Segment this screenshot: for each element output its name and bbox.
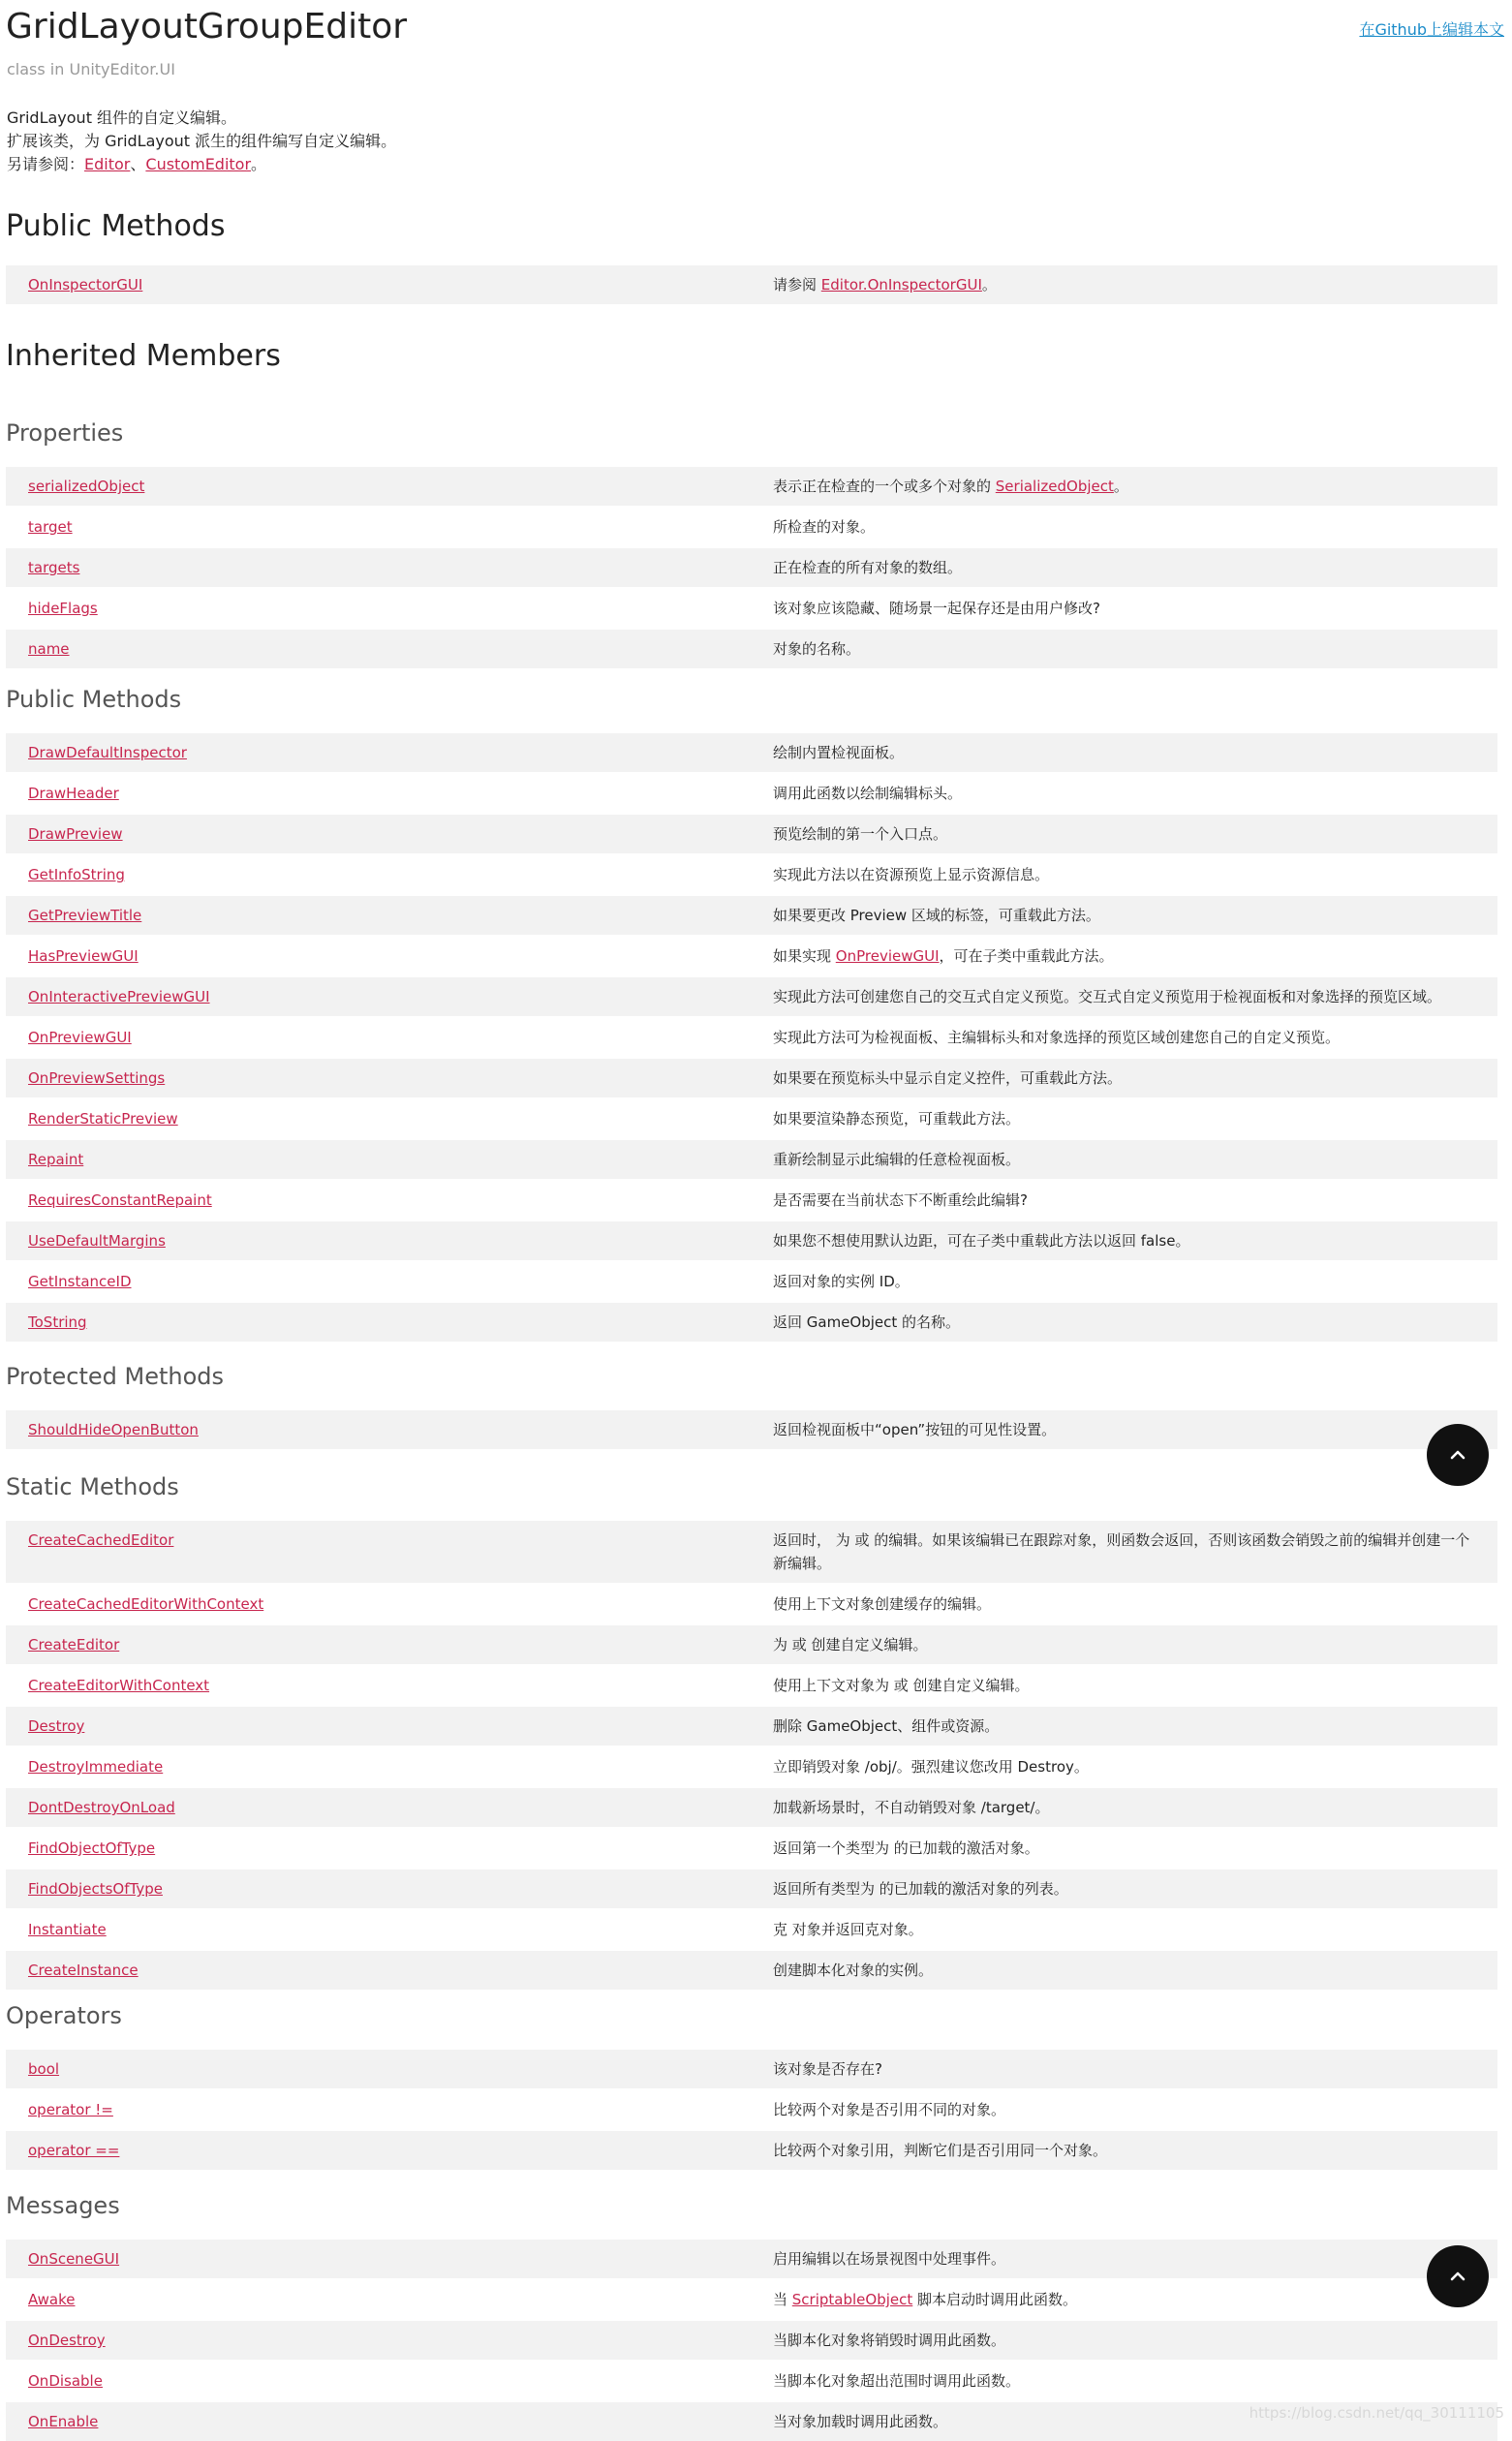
see-also-editor-link[interactable]: Editor <box>84 155 131 173</box>
member-row <box>6 1869 1497 1909</box>
see-also-customeditor-link[interactable]: CustomEditor <box>145 155 252 173</box>
member-description-cell <box>773 1139 1497 1180</box>
member-link[interactable]: OnDisable <box>28 2372 103 2390</box>
operators-table <box>6 2048 1497 2170</box>
member-description-cell <box>773 2320 1497 2361</box>
member-row <box>6 1584 1497 1624</box>
member-row <box>6 1261 1497 1302</box>
watermark: https://blog.csdn.net/qq_30111105 <box>1249 2404 1504 2422</box>
member-link[interactable]: GetInfoString <box>28 866 125 883</box>
member-row <box>6 264 1497 304</box>
member-name-cell <box>6 1017 773 1058</box>
back-to-top-button-bottom[interactable] <box>1427 2245 1489 2307</box>
description-link[interactable]: ScriptableObject <box>791 2291 913 2308</box>
page-title: GridLayoutGroupEditor <box>6 7 408 46</box>
member-name-cell <box>6 1409 773 1449</box>
member-name-cell <box>6 1787 773 1828</box>
description-line-1: GridLayout 组件的自定义编辑。 <box>7 108 237 127</box>
member-description: 调用此函数以绘制编辑标头。 <box>773 785 963 802</box>
member-row <box>6 547 1497 588</box>
member-name-cell <box>6 1950 773 1990</box>
member-link[interactable]: OnPreviewGUI <box>28 1029 132 1046</box>
member-row <box>6 2089 1497 2130</box>
member-description: 删除 GameObject、组件或资源。 <box>773 1717 1000 1735</box>
member-row <box>6 588 1497 629</box>
member-row <box>6 2320 1497 2361</box>
member-description-cell <box>773 2089 1497 2130</box>
member-name-cell <box>6 936 773 976</box>
member-description-cell <box>773 814 1497 854</box>
member-name-cell <box>6 1909 773 1950</box>
member-row <box>6 1746 1497 1787</box>
member-description: 返回第一个类型为 的已加载的激活对象。 <box>773 1839 1039 1857</box>
member-description: 预览绘制的第一个入口点。 <box>773 825 948 843</box>
member-name-cell <box>6 1746 773 1787</box>
member-link[interactable]: Repaint <box>28 1151 84 1168</box>
member-row <box>6 814 1497 854</box>
public-methods-table <box>6 263 1497 304</box>
member-link[interactable]: name <box>28 640 70 658</box>
member-row <box>6 1302 1497 1342</box>
member-link[interactable]: operator == <box>28 2142 120 2159</box>
member-row <box>6 2130 1497 2170</box>
protected-methods-heading: Protected Methods <box>6 1363 224 1390</box>
member-description: 立即销毁对象 /obj/。强烈建议您改用 Destroy。 <box>773 1758 1089 1776</box>
member-name-cell <box>6 854 773 895</box>
member-link[interactable]: CreateInstance <box>28 1962 139 1979</box>
properties-table <box>6 465 1497 668</box>
member-name-cell <box>6 1706 773 1746</box>
member-name-cell <box>6 588 773 629</box>
member-description-suffix: ，可在子类中重载此方法。 <box>939 947 1114 965</box>
member-description-cell <box>773 1624 1497 1665</box>
inherited-public-methods-table <box>6 731 1497 1342</box>
member-link[interactable]: DestroyImmediate <box>28 1758 164 1776</box>
member-link[interactable]: FindObjectOfType <box>28 1839 156 1857</box>
member-row <box>6 732 1497 773</box>
member-description-cell <box>773 854 1497 895</box>
see-also-end: 。 <box>251 155 267 173</box>
member-description-cell <box>773 1909 1497 1950</box>
member-name-cell <box>6 2089 773 2130</box>
member-row <box>6 507 1497 547</box>
member-link[interactable]: CreateCachedEditorWithContext <box>28 1595 264 1613</box>
member-link[interactable]: UseDefaultMargins <box>28 1232 166 1250</box>
member-name-cell <box>6 2401 773 2441</box>
member-name-cell <box>6 547 773 588</box>
member-description-cell <box>773 1520 1497 1584</box>
member-description: 表示正在检查的一个或多个对象的 <box>773 478 996 495</box>
member-name-cell <box>6 1058 773 1098</box>
member-description: 克 对象并返回克对象。 <box>773 1921 923 1938</box>
member-row <box>6 2239 1497 2279</box>
member-link[interactable]: operator != <box>28 2101 113 2118</box>
member-description: 当 <box>773 2291 792 2308</box>
properties-heading: Properties <box>6 419 124 447</box>
member-link[interactable]: targets <box>28 559 80 576</box>
member-link[interactable]: GetPreviewTitle <box>28 907 142 924</box>
member-link[interactable]: CreateEditor <box>28 1636 120 1653</box>
member-description: 请参阅 <box>773 276 821 294</box>
member-name-cell <box>6 2130 773 2170</box>
member-link[interactable]: OnPreviewSettings <box>28 1069 166 1087</box>
member-description: 创建脚本化对象的实例。 <box>773 1962 934 1979</box>
member-description: 实现此方法以在资源预览上显示资源信息。 <box>773 866 1050 883</box>
member-row <box>6 2279 1497 2320</box>
member-link[interactable]: HasPreviewGUI <box>28 947 139 965</box>
member-name-cell <box>6 895 773 936</box>
protected-methods-table <box>6 1408 1497 1449</box>
member-description-cell <box>773 1098 1497 1139</box>
member-link[interactable]: DrawHeader <box>28 785 119 802</box>
member-description: 绘制内置检视面板。 <box>773 744 905 761</box>
member-name-cell <box>6 1302 773 1342</box>
member-description-cell <box>773 588 1497 629</box>
member-row <box>6 1139 1497 1180</box>
member-description-cell <box>773 1220 1497 1261</box>
member-link[interactable]: DrawPreview <box>28 825 123 843</box>
member-description: 是否需要在当前状态下不断重绘此编辑? <box>773 1191 1028 1209</box>
member-name-cell <box>6 2361 773 2401</box>
member-name-cell <box>6 2049 773 2089</box>
page-subtitle: class in UnityEditor.UI <box>7 60 175 78</box>
member-description: 返回 GameObject 的名称。 <box>773 1313 961 1331</box>
member-row <box>6 1520 1497 1584</box>
member-row <box>6 895 1497 936</box>
member-description-cell <box>773 547 1497 588</box>
messages-heading: Messages <box>6 2192 120 2219</box>
public-methods-heading: Public Methods <box>6 209 226 243</box>
member-name-cell <box>6 732 773 773</box>
member-description: 使用上下文对象创建缓存的编辑。 <box>773 1595 992 1613</box>
member-description-cell <box>773 895 1497 936</box>
member-description: 如果要在预览标头中显示自定义控件，可重载此方法。 <box>773 1069 1123 1087</box>
member-row <box>6 936 1497 976</box>
member-link[interactable]: DrawDefaultInspector <box>28 744 187 761</box>
member-row <box>6 629 1497 668</box>
member-name-cell <box>6 2320 773 2361</box>
member-link[interactable]: Destroy <box>28 1717 85 1735</box>
member-description-cell <box>773 2361 1497 2401</box>
member-description-cell <box>773 264 1497 304</box>
see-also-separator: 、 <box>130 155 146 173</box>
member-description-cell <box>773 1869 1497 1909</box>
member-description: 该对象是否存在? <box>773 2060 882 2078</box>
member-name-cell <box>6 1828 773 1869</box>
member-name-cell <box>6 1520 773 1584</box>
member-row <box>6 1058 1497 1098</box>
member-row <box>6 2049 1497 2089</box>
member-description: 如果您不想使用默认边距，可在子类中重载此方法以返回 false。 <box>773 1232 1190 1250</box>
member-name-cell <box>6 629 773 668</box>
inherited-public-methods-heading: Public Methods <box>6 686 182 713</box>
member-description: 为 或 创建自定义编辑。 <box>773 1636 928 1653</box>
member-name-cell <box>6 1261 773 1302</box>
member-description: 启用编辑以在场景视图中处理事件。 <box>773 2250 1006 2268</box>
see-also-prefix: 另请参阅： <box>7 155 85 173</box>
member-name-cell <box>6 2239 773 2279</box>
member-description: 实现此方法可为检视面板、主编辑标头和对象选择的预览区域创建您自己的自定义预览。 <box>773 1029 1341 1046</box>
member-description: 返回所有类型为 的已加载的激活对象的列表。 <box>773 1880 1068 1898</box>
member-description-cell <box>773 1409 1497 1449</box>
member-row <box>6 854 1497 895</box>
member-link[interactable]: OnEnable <box>28 2413 99 2430</box>
back-to-top-button[interactable] <box>1427 1424 1489 1486</box>
class-description <box>7 107 396 176</box>
member-description: 加载新场景时，不自动销毁对象 /target/。 <box>773 1799 1050 1816</box>
member-description-cell <box>773 1058 1497 1098</box>
member-row <box>6 1098 1497 1139</box>
member-description-cell <box>773 1584 1497 1624</box>
member-name-cell <box>6 466 773 507</box>
member-description: 比较两个对象引用，判断它们是否引用同一个对象。 <box>773 2142 1108 2159</box>
static-methods-heading: Static Methods <box>6 1473 179 1500</box>
member-description-cell <box>773 1828 1497 1869</box>
member-row <box>6 976 1497 1017</box>
member-row <box>6 1624 1497 1665</box>
member-row <box>6 1787 1497 1828</box>
member-description-cell <box>773 1665 1497 1706</box>
member-description-cell <box>773 466 1497 507</box>
member-name-cell <box>6 507 773 547</box>
member-row <box>6 1909 1497 1950</box>
member-row <box>6 1706 1497 1746</box>
member-description-suffix: 。 <box>1113 478 1128 495</box>
member-description-cell <box>773 1302 1497 1342</box>
member-name-cell <box>6 1869 773 1909</box>
edit-on-github-link[interactable]: 在Github上编辑本文 <box>1359 20 1504 39</box>
member-row <box>6 1665 1497 1706</box>
member-link[interactable]: OnSceneGUI <box>28 2250 120 2268</box>
member-link[interactable]: FindObjectsOfType <box>28 1880 163 1898</box>
member-description-cell <box>773 2130 1497 2170</box>
description-line-2: 扩展该类，为 GridLayout 派生的组件编写自定义编辑。 <box>7 132 397 150</box>
member-name-cell <box>6 1220 773 1261</box>
member-description: 当对象加载时调用此函数。 <box>773 2413 948 2430</box>
member-description-cell <box>773 936 1497 976</box>
member-description: 返回检视面板中“open”按钮的可见性设置。 <box>773 1421 1057 1438</box>
inherited-members-heading: Inherited Members <box>6 339 281 373</box>
description-link[interactable]: OnPreviewGUI <box>835 947 940 965</box>
description-link[interactable]: SerializedObject <box>995 478 1114 495</box>
member-name-cell <box>6 1180 773 1220</box>
member-row <box>6 1220 1497 1261</box>
member-link[interactable]: RequiresConstantRepaint <box>28 1191 212 1209</box>
member-name-cell <box>6 1624 773 1665</box>
member-description: 当脚本化对象将销毁时调用此函数。 <box>773 2332 1006 2349</box>
member-link[interactable]: ShouldHideOpenButton <box>28 1421 199 1438</box>
member-description: 当脚本化对象超出范围时调用此函数。 <box>773 2372 1021 2390</box>
member-description: 使用上下文对象为 或 创建自定义编辑。 <box>773 1677 1030 1694</box>
member-description-cell <box>773 1180 1497 1220</box>
member-name-cell <box>6 814 773 854</box>
member-description-cell <box>773 1706 1497 1746</box>
member-link[interactable]: DontDestroyOnLoad <box>28 1799 175 1816</box>
member-description: 所检查的对象。 <box>773 518 876 536</box>
member-link[interactable]: serializedObject <box>28 478 145 495</box>
member-row <box>6 1828 1497 1869</box>
member-description: 该对象应该隐藏、随场景一起保存还是由用户修改? <box>773 600 1100 617</box>
member-description-suffix: 脚本启动时调用此函数。 <box>912 2291 1078 2308</box>
member-link[interactable]: Instantiate <box>28 1921 107 1938</box>
member-name-cell <box>6 1584 773 1624</box>
member-description: 返回对象的实例 ID。 <box>773 1273 910 1290</box>
member-description: 如果实现 <box>773 947 836 965</box>
member-description-cell <box>773 1017 1497 1058</box>
static-methods-table <box>6 1519 1497 1990</box>
member-row <box>6 466 1497 507</box>
member-link[interactable]: CreateEditorWithContext <box>28 1677 210 1694</box>
member-description-cell <box>773 1787 1497 1828</box>
member-description: 对象的名称。 <box>773 640 861 658</box>
member-link[interactable]: bool <box>28 2060 60 2078</box>
operators-heading: Operators <box>6 2002 122 2029</box>
member-name-cell <box>6 773 773 814</box>
member-row <box>6 1950 1497 1990</box>
member-link[interactable]: CreateCachedEditor <box>28 1531 174 1549</box>
member-description-cell <box>773 773 1497 814</box>
member-description: 正在检查的所有对象的数组。 <box>773 559 963 576</box>
member-link[interactable]: GetInstanceID <box>28 1273 132 1290</box>
member-name-cell <box>6 1665 773 1706</box>
member-description-cell <box>773 507 1497 547</box>
member-link[interactable]: Awake <box>28 2291 76 2308</box>
member-description: 如果要更改 Preview 区域的标签，可重载此方法。 <box>773 907 1100 924</box>
chevron-up-icon <box>1446 1443 1469 1467</box>
member-link[interactable]: OnInspectorGUI <box>28 276 143 294</box>
member-description: 比较两个对象是否引用不同的对象。 <box>773 2101 1006 2118</box>
member-row <box>6 2361 1497 2401</box>
member-description-cell <box>773 1746 1497 1787</box>
description-link[interactable]: Editor.OnInspectorGUI <box>820 276 982 294</box>
member-description-suffix: 。 <box>981 276 997 294</box>
member-description-cell <box>773 976 1497 1017</box>
chevron-up-icon <box>1446 2265 1469 2288</box>
member-row <box>6 1409 1497 1449</box>
description-line-3 <box>7 153 396 176</box>
member-description: 返回时， 为 或 的编辑。如果该编辑已在跟踪对象，则函数会返回，否则该函数会销毁之前的编辑并创建一个新编辑。 <box>773 1531 1470 1572</box>
member-link[interactable]: ToString <box>28 1313 87 1331</box>
member-name-cell <box>6 976 773 1017</box>
member-link[interactable]: target <box>28 518 73 536</box>
member-description: 重新绘制显示此编辑的任意检视面板。 <box>773 1151 1021 1168</box>
member-row <box>6 1180 1497 1220</box>
member-link[interactable]: OnInteractivePreviewGUI <box>28 988 210 1005</box>
member-row <box>6 1017 1497 1058</box>
member-name-cell <box>6 1139 773 1180</box>
member-name-cell <box>6 264 773 304</box>
member-name-cell <box>6 2279 773 2320</box>
member-name-cell <box>6 1098 773 1139</box>
member-description-cell <box>773 629 1497 668</box>
member-description: 如果要渲染静态预览，可重载此方法。 <box>773 1110 1021 1128</box>
member-description-cell <box>773 1261 1497 1302</box>
member-description-cell <box>773 2279 1497 2320</box>
member-link[interactable]: hideFlags <box>28 600 98 617</box>
member-description-cell <box>773 2049 1497 2089</box>
member-link[interactable]: RenderStaticPreview <box>28 1110 178 1128</box>
member-link[interactable]: OnDestroy <box>28 2332 106 2349</box>
member-row <box>6 773 1497 814</box>
member-description: 实现此方法可创建您自己的交互式自定义预览。交互式自定义预览用于检视面板和对象选择的预览区域。 <box>773 988 1442 1005</box>
member-description-cell <box>773 1950 1497 1990</box>
member-description-cell <box>773 2239 1497 2279</box>
member-description-cell <box>773 732 1497 773</box>
